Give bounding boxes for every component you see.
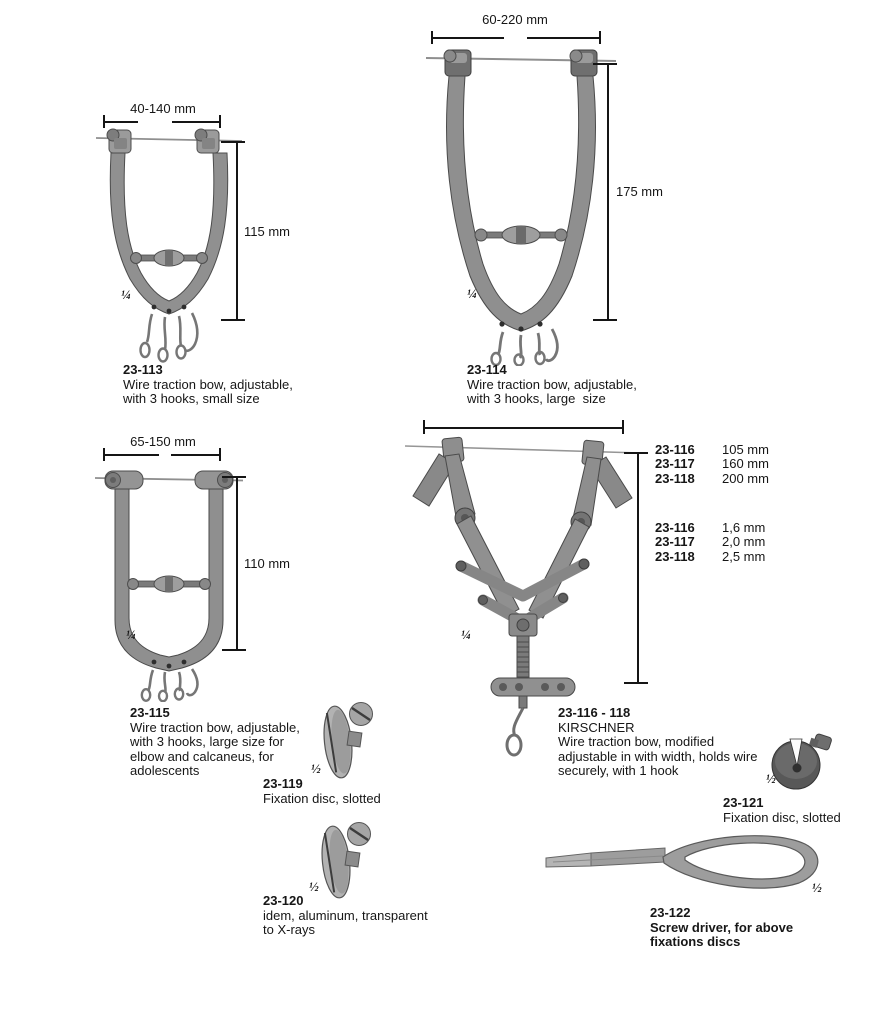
table-code: 23-116 bbox=[655, 442, 695, 457]
dim-line bbox=[431, 37, 504, 39]
table-code: 23-118 bbox=[655, 470, 695, 486]
caption-23-114 bbox=[467, 363, 657, 407]
traction-hooks bbox=[142, 669, 198, 701]
wire-clamp-left bbox=[107, 129, 131, 153]
dim-line bbox=[172, 121, 221, 123]
height-dimension-label-23-115: 110 mm bbox=[244, 556, 290, 571]
table-code: 23-118 bbox=[655, 548, 695, 564]
length-table-23-116 bbox=[655, 443, 769, 486]
item-description-line: to X-rays bbox=[263, 922, 316, 938]
disc-center-hole bbox=[793, 764, 802, 773]
item-code-range: 23-116 - 118 bbox=[558, 705, 631, 720]
table-value: 1,6 mm bbox=[722, 520, 766, 535]
dim-line bbox=[527, 37, 600, 39]
item-code: 23-114 bbox=[467, 362, 507, 377]
item-code: 23-119 bbox=[263, 776, 303, 791]
item-description-line: securely, with 1 hook bbox=[558, 763, 679, 779]
wire-clamp-right bbox=[195, 129, 219, 153]
table-value: 200 mm bbox=[722, 470, 769, 486]
table-code: 23-117 bbox=[655, 534, 695, 550]
disc-screw-head bbox=[348, 823, 371, 846]
item-description-line: Wire traction bow, modified bbox=[558, 734, 715, 750]
dim-line bbox=[103, 121, 138, 123]
table-value: 2,5 mm bbox=[722, 548, 766, 564]
caption-23-119 bbox=[263, 777, 423, 806]
turnbuckle bbox=[131, 250, 208, 266]
table-value: 160 mm bbox=[722, 456, 769, 472]
dim-line-vertical bbox=[637, 453, 639, 684]
table-row bbox=[655, 521, 765, 535]
width-dimension-label-23-115: 65-150 mm bbox=[130, 434, 196, 449]
dim-line-vertical bbox=[236, 142, 238, 320]
scale-marker-23-121: ½ bbox=[766, 771, 776, 786]
linkage-bars bbox=[461, 564, 584, 622]
scale-marker-23-113: ¼ bbox=[121, 287, 131, 302]
dim-cap bbox=[593, 319, 617, 321]
dim-line bbox=[423, 427, 624, 429]
item-description-line: Wire traction bow, adjustable, bbox=[467, 376, 637, 392]
dim-cap bbox=[221, 319, 245, 321]
dim-cap bbox=[593, 63, 617, 65]
dim-line bbox=[103, 454, 159, 456]
caption-23-120 bbox=[263, 894, 433, 938]
screwdriver-illustration-23-122 bbox=[543, 832, 823, 896]
dim-line bbox=[171, 454, 221, 456]
item-description-line: Wire traction bow, adjustable, bbox=[130, 719, 300, 735]
item-description-line: Fixation disc, slotted bbox=[263, 790, 381, 806]
table-row bbox=[655, 457, 769, 471]
dim-cap bbox=[221, 141, 245, 143]
dim-cap bbox=[624, 452, 648, 454]
item-description-line: Wire traction bow, adjustable, bbox=[123, 376, 293, 392]
scale-marker-23-120: ½ bbox=[309, 879, 319, 894]
item-code: 23-121 bbox=[723, 795, 764, 810]
item-code: 23-120 bbox=[263, 893, 304, 908]
brand-name: KIRSCHNER bbox=[558, 719, 635, 735]
turnbuckle bbox=[128, 576, 211, 592]
scale-marker-23-114: ¼ bbox=[467, 286, 477, 301]
threaded-rod bbox=[517, 636, 529, 680]
screwdriver-shaft bbox=[591, 848, 665, 866]
item-description-line: adolescents bbox=[130, 763, 200, 779]
bow-illustration-23-114 bbox=[425, 48, 617, 366]
wire-diameter-table-23-116 bbox=[655, 521, 765, 564]
traction-hooks bbox=[141, 313, 198, 362]
disc-screw-head bbox=[350, 703, 373, 726]
disc-illustration-23-120 bbox=[316, 816, 374, 900]
wire-clamp-left bbox=[444, 50, 471, 76]
dim-cap bbox=[222, 649, 246, 651]
item-description-line: with 3 hooks, small size bbox=[123, 391, 260, 407]
dim-cap bbox=[222, 476, 246, 478]
item-code: 23-115 bbox=[130, 705, 170, 720]
scale-marker-23-116: ¼ bbox=[461, 627, 471, 642]
caption-23-121 bbox=[723, 796, 883, 825]
item-description-line: elbow and calcaneus, for bbox=[130, 748, 274, 764]
table-value: 2,0 mm bbox=[722, 534, 766, 550]
width-dimension-label-23-114: 60-220 mm bbox=[482, 12, 548, 27]
bow-illustration-23-115 bbox=[95, 462, 243, 702]
table-row bbox=[655, 535, 765, 549]
scale-marker-23-119: ½ bbox=[311, 761, 321, 776]
table-value: 105 mm bbox=[722, 442, 769, 457]
dim-line-vertical bbox=[607, 64, 609, 321]
caption-23-122 bbox=[650, 906, 840, 950]
table-code: 23-116 bbox=[655, 520, 695, 535]
item-description-line: idem, aluminum, transparent bbox=[263, 907, 428, 923]
disc-illustration-23-121 bbox=[766, 732, 838, 792]
wire-clamp-right bbox=[195, 471, 233, 489]
item-description-line: with 3 hooks, large size bbox=[467, 391, 606, 407]
caption-23-113 bbox=[123, 363, 303, 407]
scale-marker-23-115: ¼ bbox=[126, 627, 136, 642]
dim-line-vertical bbox=[236, 477, 238, 651]
kirschner-wire bbox=[405, 446, 640, 453]
dim-cap bbox=[624, 682, 648, 684]
item-description-line: with 3 hooks, large size for bbox=[130, 734, 284, 750]
traction-hooks bbox=[492, 329, 558, 366]
table-row bbox=[655, 472, 769, 486]
single-hook bbox=[507, 708, 523, 755]
height-dimension-label-23-113: 115 mm bbox=[244, 224, 290, 239]
disc-neck bbox=[345, 851, 360, 867]
disc-neck bbox=[347, 731, 362, 747]
disc-illustration-23-119 bbox=[318, 696, 376, 780]
width-dimension-label-23-113: 40-140 mm bbox=[130, 101, 196, 116]
table-row bbox=[655, 443, 769, 457]
height-dimension-label-23-114: 175 mm bbox=[616, 184, 663, 199]
item-description-line: Fixation disc, slotted bbox=[723, 809, 841, 825]
item-description-line: adjustable in with width, holds wire bbox=[558, 748, 758, 764]
caption-23-115 bbox=[130, 706, 315, 779]
wire-clamp-left bbox=[105, 471, 143, 489]
turnbuckle bbox=[475, 226, 567, 244]
item-code: 23-122 bbox=[650, 905, 691, 920]
item-description-line: Screw driver, for above bbox=[650, 919, 794, 935]
scale-marker-23-122: ½ bbox=[812, 880, 822, 895]
table-row bbox=[655, 550, 765, 564]
bow-illustration-23-113 bbox=[95, 126, 243, 364]
item-code: 23-113 bbox=[123, 362, 163, 377]
caption-23-116 bbox=[558, 706, 788, 779]
table-code: 23-117 bbox=[655, 456, 695, 472]
item-description-line: fixations discs bbox=[650, 934, 741, 950]
